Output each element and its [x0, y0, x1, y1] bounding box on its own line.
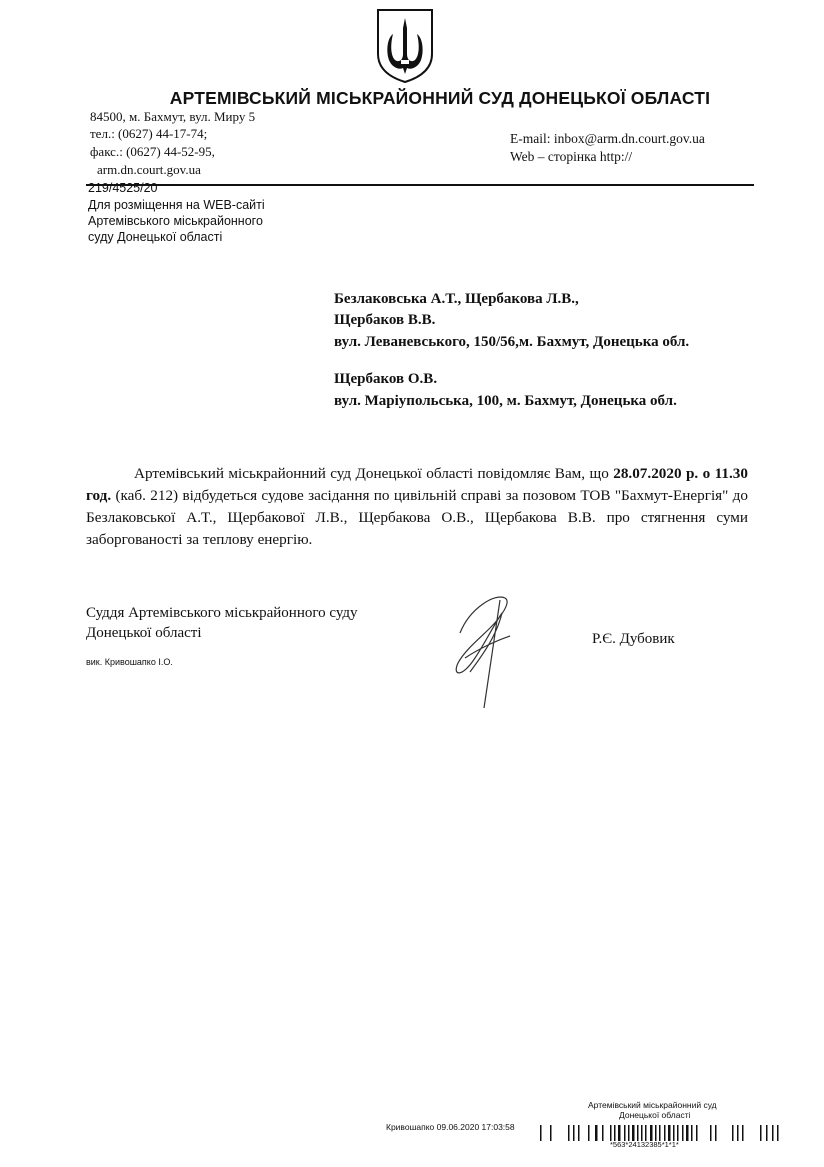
recipient-2-address: вул. Маріупольська, 100, м. Бахмут, Донецька обл.: [334, 393, 677, 409]
court-phone: тел.: (0627) 44-17-74;: [90, 126, 208, 141]
court-title: АРТЕМІВСЬКИЙ МІСЬКРАЙОННИЙ СУД ДОНЕЦЬКОЇ ОБЛАСТІ: [169, 88, 711, 108]
stamp-registrar: Кривошапко 09.06.2020 17:03:58: [386, 1122, 515, 1132]
court-address: 84500, м. Бахмут, вул. Миру 5: [90, 109, 256, 124]
judge-position-line2: Донецької області: [86, 625, 202, 641]
recipient-1-names-cont: Щербаков В.В.: [334, 312, 436, 328]
case-number: 219/4525/20: [88, 181, 158, 195]
notice-text-part1: Артемівський міськрайонний суд Донецької області повідомляє Вам, що: [134, 465, 614, 482]
judge-name: Р.Є. Дубовик: [592, 631, 675, 647]
judge-signature: [440, 588, 530, 718]
coat-of-arms-icon: [374, 8, 436, 84]
stamp-court-line2: Донецької області: [619, 1110, 691, 1120]
placement-note-line2: Артемівського міськрайонного: [88, 214, 263, 228]
barcode-code: *563*24132385*1*1*: [610, 1140, 679, 1149]
recipient-1-address: вул. Леваневського, 150/56,м. Бахмут, Донецька обл.: [334, 334, 690, 350]
placement-note-line3: суду Донецької області: [88, 230, 223, 244]
court-email: E-mail: inbox@arm.dn.court.gov.ua: [510, 131, 705, 146]
recipient-1-names: Безлаковська А.Т., Щербакова Л.В.,: [334, 291, 579, 307]
recipient-2-names: Щербаков О.В.: [334, 371, 438, 387]
notice-body: [86, 463, 748, 551]
header-divider: [86, 184, 754, 186]
stamp-court-line1: Артемівський міськрайонний суд: [588, 1100, 717, 1110]
court-fax: факс.: (0627) 44-52-95,: [90, 144, 215, 159]
notice-text-part2: (каб. 212) відбудеться судове засідання по цивільній справі за позовом ТОВ "Бахмут-Енергія" до Безлаковської А.Т., Щербакової Л.В., Щербакова О.В., Щербакова В.В. про стягнення суми заборгованості за теплову енергію.: [86, 487, 748, 548]
court-web: Web – сторінка http://: [510, 149, 633, 164]
court-site: arm.dn.court.gov.ua: [97, 162, 201, 177]
hearing-datetime: 28.07.2020 р. о 11.30 год.: [86, 465, 748, 504]
placement-note-line1: Для розміщення на WEB-сайті: [88, 198, 265, 212]
executor-note: вик. Кривошапко І.О.: [86, 657, 173, 667]
judge-position-line1: Суддя Артемівського міськрайонного суду: [86, 605, 358, 621]
